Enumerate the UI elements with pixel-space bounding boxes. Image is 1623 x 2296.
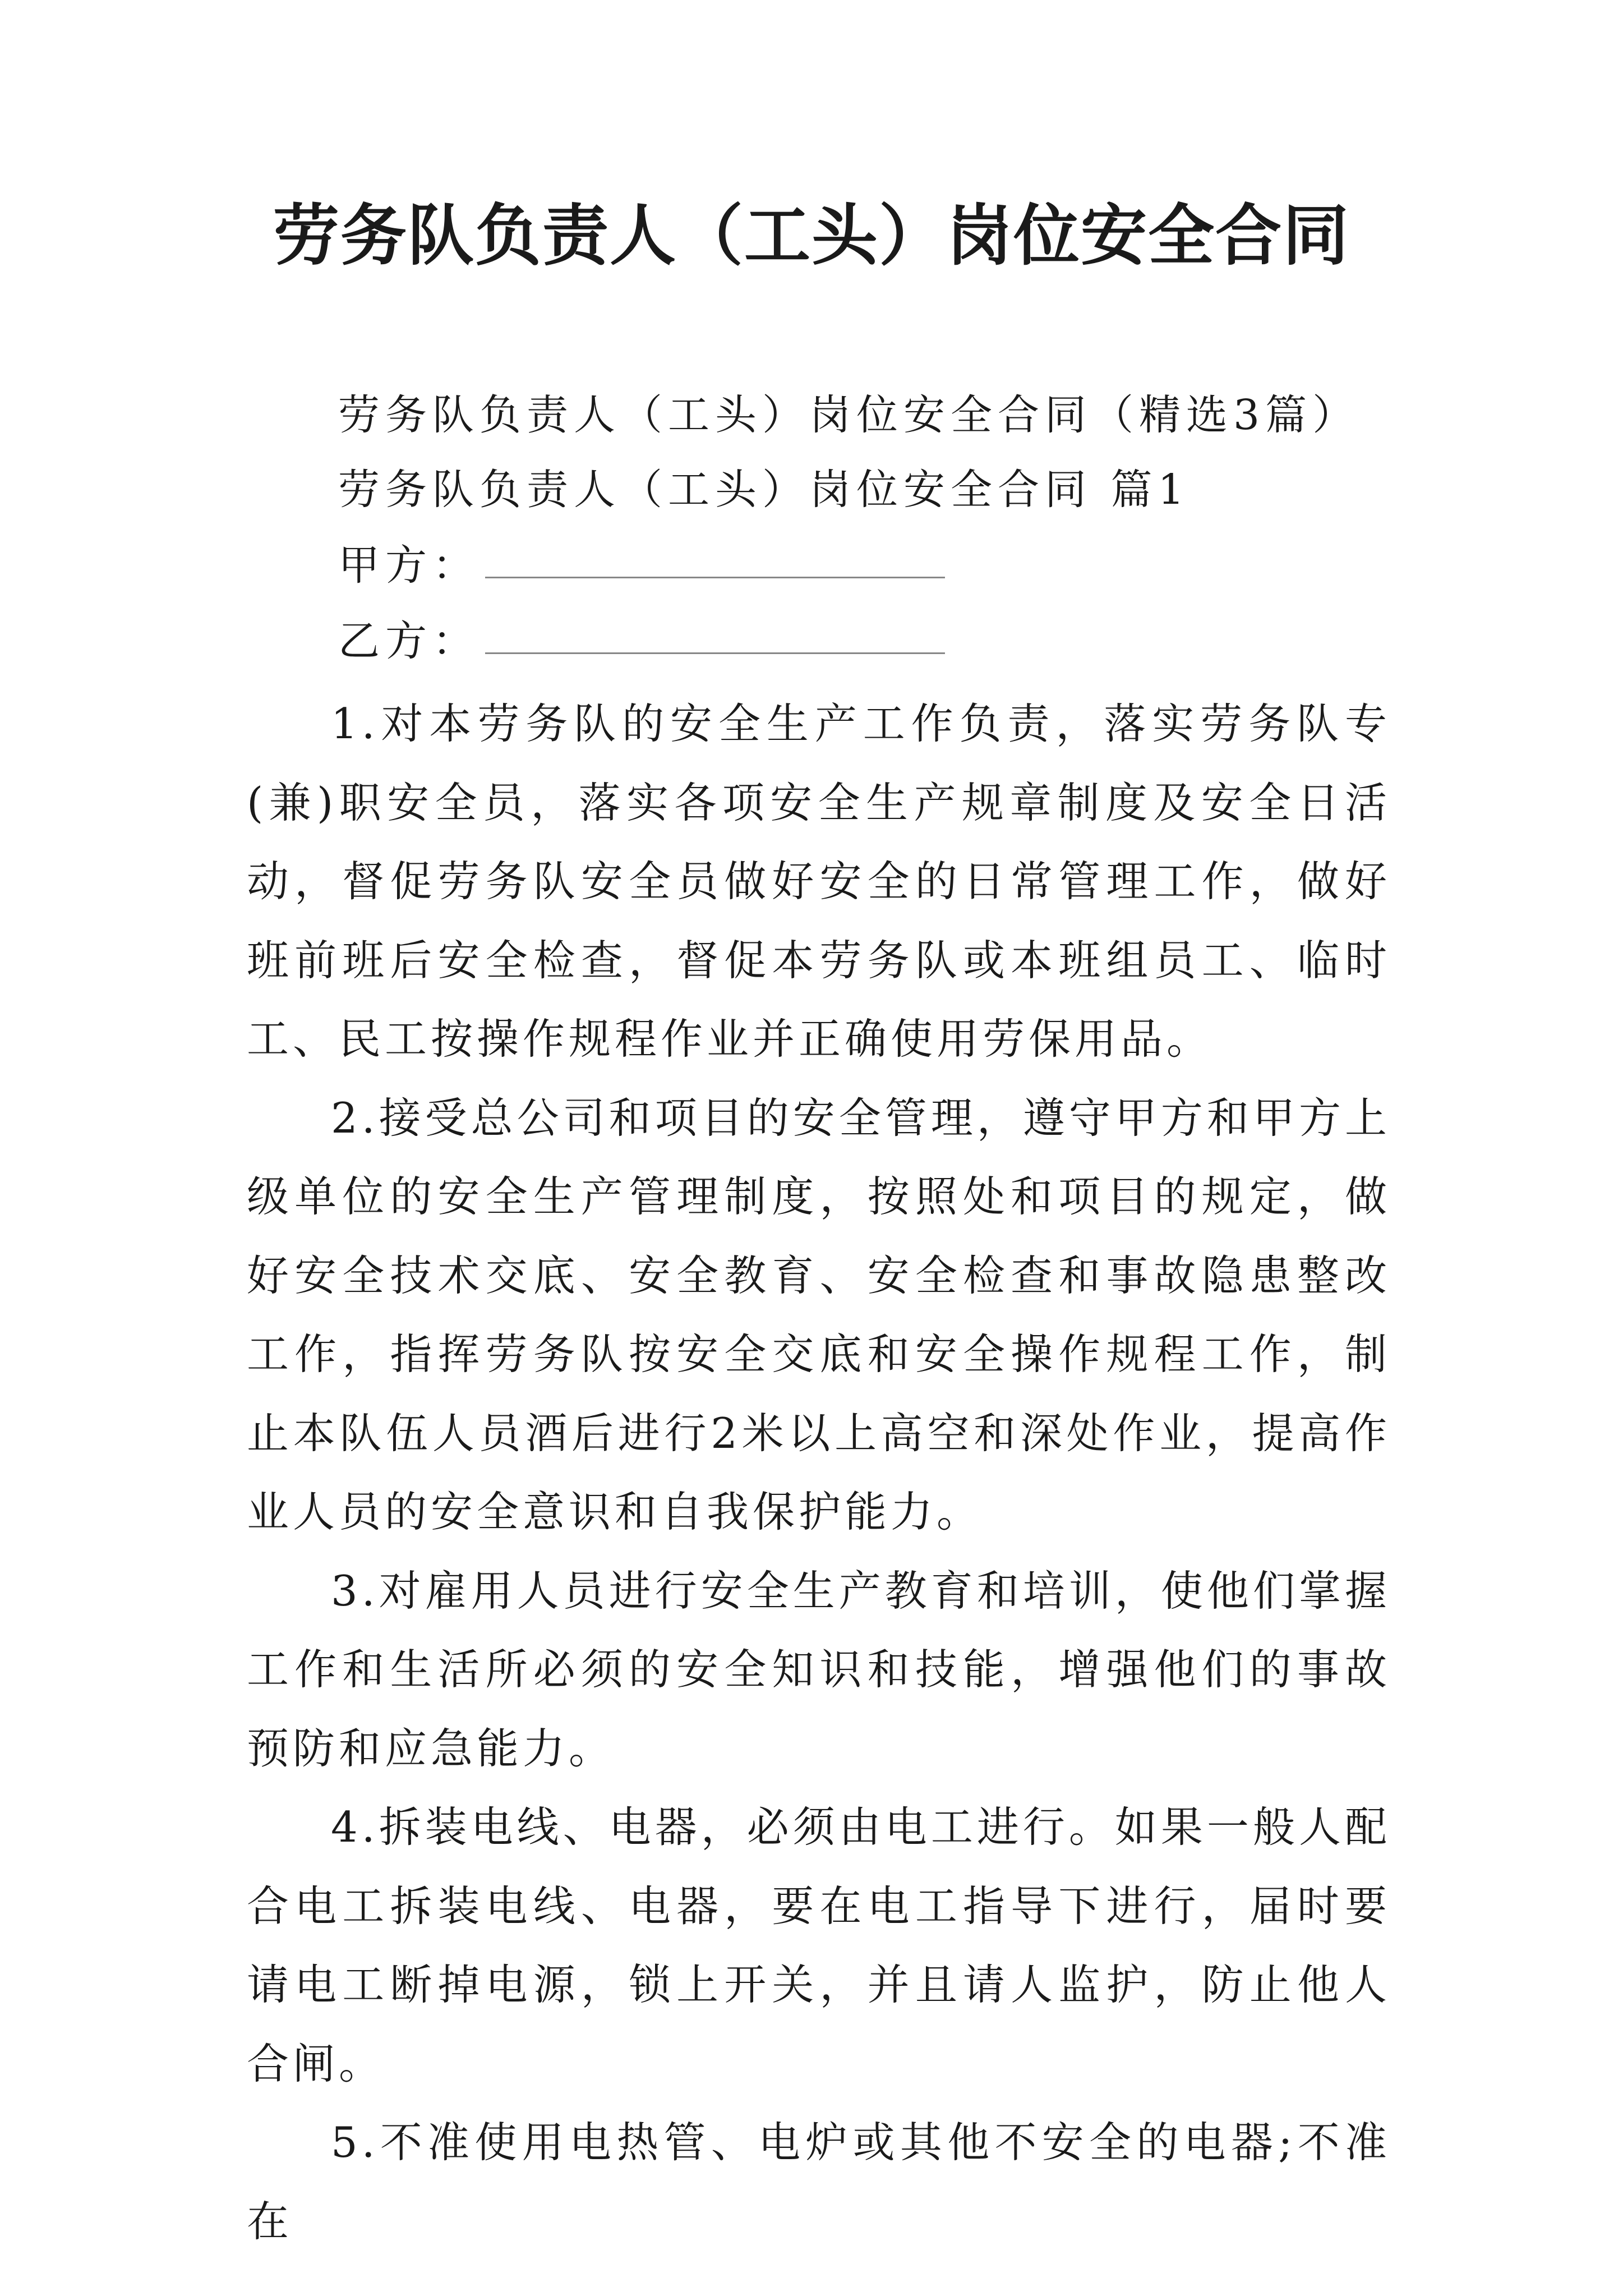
clause-paragraph: 4.拆装电线、电器，必须由电工进行。如果一般人配合电工拆装电线、电器，要在电工指导下进行，届时要请电工断掉电源，锁上开关，并且请人监护，防止他人合闸。 <box>247 1802 1391 2088</box>
clause-paragraph: 1.对本劳务队的安全生产工作负责，落实劳务队专(兼)职安全员，落实各项安全生产规章制度及安全日活动，督促劳务队安全员做好安全的日常管理工作，做好班前班后安全检查，督促本劳务队或本班组员工、临时工、民工按操作规程作业并正确使用劳保用品。 <box>247 699 1391 1064</box>
party-b-label: 乙方： <box>338 617 479 665</box>
party-a-blank-field <box>485 537 945 578</box>
clause-paragraph: 3.对雇用人员进行安全生产教育和培训，使他们掌握工作和生活所必须的安全知识和技能，增强他们的事故预防和应急能力。 <box>247 1566 1391 1773</box>
party-a-label: 甲方： <box>338 541 479 590</box>
clause-paragraph: 5.不准使用电热管、电炉或其他不安全的电器;不准在 <box>247 2118 1391 2246</box>
document-subtitle: 劳务队负责人（工头）岗位安全合同（精选3篇） <box>338 391 1360 439</box>
party-a-line <box>338 537 945 593</box>
contract-body <box>247 684 1391 2261</box>
clause-paragraph: 2.接受总公司和项目的安全管理，遵守甲方和甲方上级单位的安全生产管理制度，按照处和项目的规定，做好安全技术交底、安全教育、安全检查和事故隐患整改工作，指挥劳务队按安全交底和安全操作规程工作，制止本队伍人员酒后进行2米以上高空和深处作业，提高作业人员的安全意识和自我保护能力。 <box>247 1093 1391 1536</box>
document-title: 劳务队负责人（工头）岗位安全合同 <box>273 196 1350 274</box>
section-heading: 劳务队负责人（工头）岗位安全合同 篇1 <box>338 466 1190 514</box>
party-b-blank-field <box>485 613 945 654</box>
party-b-line <box>338 613 945 669</box>
